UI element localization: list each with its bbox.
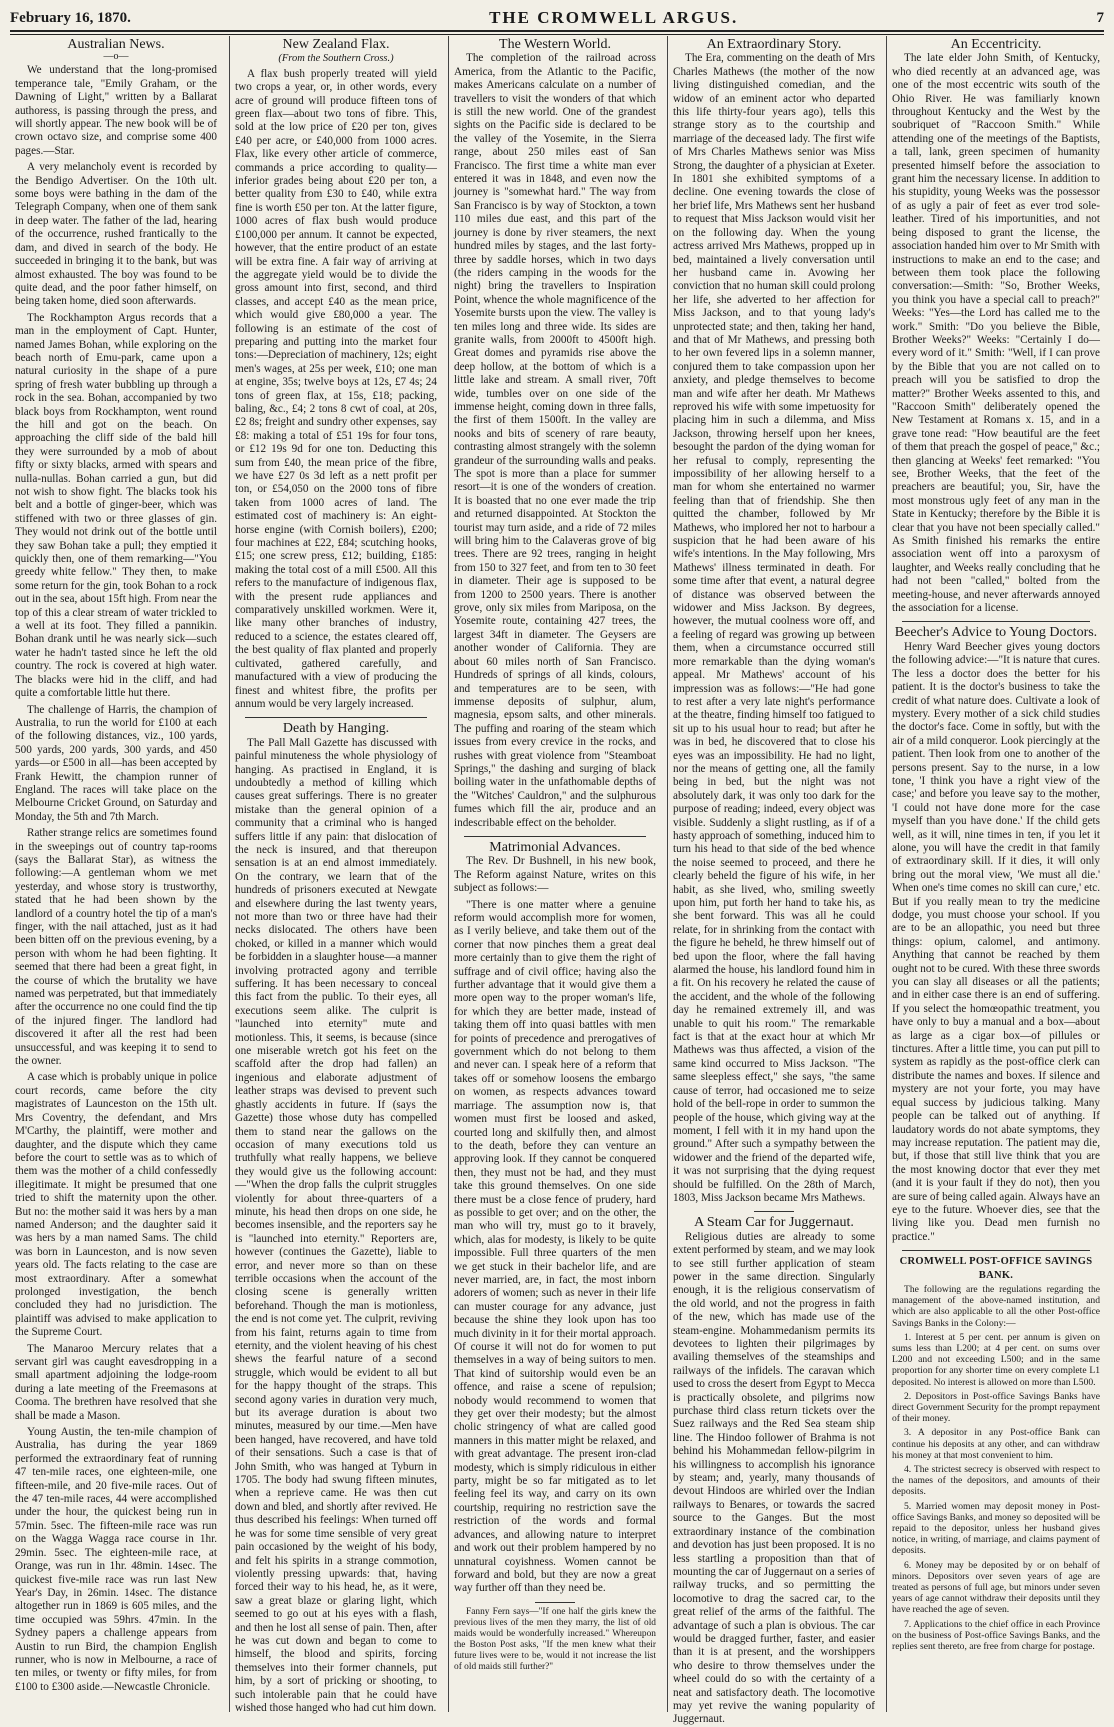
hanging-article-body bbox=[235, 737, 437, 1716]
article-paragraph: The late elder John Smith, of Kentucky, who died recently at an advanced age, was one of the most eccentric wits south of the Ohio River. He was familiarly known throughout Kentucky and the West by the soubriquet of "Raccoon Smith." While attending one of the meetings of the Baptists, a tall, lank, green specimen of humanity presented himself before the association to grant him the necessary license. In addition to his stupidity, young Weeks was the possessor of as ugly a pair of feet as ever trod sole-leather. Tired of his importunities, and not being disposed to grant the license, the association handed him over to Mr Smith with instructions to make an end to the case; and between them took place the following conversation:—Smith: "So, Brother Weeks, you think you have a special call to preach?" Weeks: "Yes—the Lord has called me to the work." Smith: "Do you believe the Bible, Brother Weeks?" Weeks: "Certainly I do—every word of it." Smith: "Well, if I can prove by the Bible that you are not called on to preach will you be satisfied to drop the matter?" Brother Weeks assented to this, and "Raccoon Smith" deliberately opened the New Testament at Romans x. 15, and in a grave tone read: "How beautiful are the feet of them that preach the gospel of peace," &c.; then glancing at Weeks' feet remarked: "You see, Brother Weeks, that the feet of the preachers are beautiful; you, Sir, have the most monstrous ugly feet of any man in the State in Kentucky; therefore by the Bible it is clear that you have not been specially called." As Smith finished his remarks the entire association went off into a paroxysm of laughter, and Weeks really concluding that he had not been "called," bolted from the meeting-house, and never afterwards annoyed the association for a license. bbox=[892, 52, 1100, 615]
regulation-item: 1. Interest at 5 per cent. per annum is given on sums less than L200; at 4 per cent. on sums over L200 and not exceeding L500; and in the same proportion for any shorter time on every complete L1 deposited. No interest is allowed on more than L500. bbox=[892, 1331, 1100, 1388]
section-divider bbox=[245, 717, 427, 718]
regulation-item: 2. Depositors in Post-office Savings Banks have direct Government Security for the prompt repayment of their money. bbox=[892, 1390, 1100, 1425]
savings-bank-intro: The following are the regulations regarding the management of the above-named institution, and which are also applicable to all the other Post-office Savings Banks in the Colony:— bbox=[892, 1283, 1100, 1329]
article-paragraph: Young Austin, the ten-mile champion of Australia, has during the year 1869 performed the extraordinary feat of running 47 ten-mile races, one eighteen-mile, one fifteen-mile, and 20 five-mile races. Out of the 47 ten-mile races, 44 were accomplished under the hour, the quickest being run in 57min. 5sec. The fifteen-mile race was run on the Wagga Wagga race course in 1hr. 29min. 5sec. The eighteen-mile race, at Orange, was run in 1hr. 48min. 14sec. The quickest five-mile race was run last New Year's Day, in 26min. 14sec. The distance altogether run in 1869 is 605 miles, and the time occupied was 59hrs. 47min. In the Sydney papers a challenge appears from Austin to run Bird, the champion English runner, who is now in Melbourne, a race of ten miles, or twenty or fifty miles, for from £100 to £300 aside.—Newcastle Chronicle. bbox=[15, 1426, 217, 1693]
column-4 bbox=[667, 36, 880, 1726]
savings-bank-rules bbox=[892, 1332, 1100, 1652]
page-number: 7 bbox=[1096, 9, 1104, 26]
column-1 bbox=[10, 36, 222, 1712]
regulation-item: 7. Applications to the chief office in each Province on the business of Post-office Savings Banks, and the replies sent thereto, are free from charge for postage. bbox=[892, 1618, 1100, 1653]
article-paragraph: The Rev. Dr Bushnell, in his new book, The Reform against Nature, writes on this subject as follows:— bbox=[454, 855, 656, 895]
column-3 bbox=[448, 36, 661, 1712]
beecher-advice-body bbox=[892, 641, 1100, 1244]
section-heading-australian-news: Australian News. bbox=[67, 37, 165, 52]
article-paragraph: A very melancholy event is recorded by the Bendigo Advertiser. On the 10th ult. some boys were bathing in the dam of the Telegraph Company, when one of them sank in deep water. The father of the lad, hearing of the occurrence, rushed frantically to the dam, and dived in search of the body. He succeeded in bringing it to the bank, but was almost exhausted. The boy was found to be quite dead, and the poor father himself, on being taken home, died soon afterwards. bbox=[15, 161, 217, 308]
regulation-item: 6. Money may be deposited by or on behalf of minors. Depositors over seven years of age are treated as persons of full age, but minors under seven years of age cannot withdraw their deposits until they have reached the age of seven. bbox=[892, 1559, 1100, 1616]
article-paragraph: The Manaroo Mercury relates that a servant girl was caught eavesdropping in a small apartment adjoining the lodge-room during a late meeting of the Freemasons at Cooma. The brethren have resolved that she shall be made a Mason. bbox=[15, 1342, 217, 1422]
masthead bbox=[10, 6, 1104, 32]
flax-article-body bbox=[235, 68, 437, 712]
matrimonial-article-body bbox=[454, 855, 656, 1595]
article-paragraph: The challenge of Harris, the champion of Australia, to run the world for £100 at each of the following distances, viz., 100 yards, 500 yards, 200 yards, 300 yards, and 450 yards—or £500 in all—has been accepted by Frank Hewitt, the champion runner of England. The races will take place on the Melbourne Cricket Ground, on Saturday and Monday, the 5th and 7th March. bbox=[15, 703, 217, 823]
section-divider bbox=[464, 836, 646, 837]
source-line: (From the Southern Cross.) bbox=[278, 53, 394, 65]
article-paragraph: The Era, commenting on the death of Mrs Charles Mathews (the mother of the now living distinguished comedian, and the widow of an eminent actor who departed this life thirty-four years ago), tells this strange story as to the courtship and marriage of the deceased lady. The first wife of Mrs Charles Mathews senior was Miss Strong, the daughter of a physician at Exeter. In 1801 she exhibited symptoms of a decline. One evening towards the close of her brief life, Mrs Mathews sent her husband to request that Miss Jackson would visit her on the following day. When the young actress arrived Mrs Mathews, propped up in bed, maintained a lively conversation until her husband came in. Avowing her conviction that no human skill could prolong her life, she adverted to her affection for Miss Jackson, and to that young lady's unprotected state; and then, taking her hand, and that of Mr Mathews, and pressing both to her own fevered lips in a solemn manner, conjured them to take compassion upon her anxiety, and pledge themselves to become man and wife after her death. Mr Mathews reproved his wife with some impetuosity for placing him in such a dilemma, and Miss Jackson, throwing herself upon her knees, besought the pardon of the dying woman for her refusal to comply, representing the impossibility of her allowing herself to a man for whom she entertained no warmer feeling than that of friendship. She then quitted the chamber, followed by Mr Mathews, who implored her not to harbour a suspicion that he had been aware of his wife's intentions. In the May following, Mrs Mathews' illness terminated in death. For some time after that event, a natural degree of distance was observed between the widower and Miss Jackson. By degrees, however, the mutual coolness wore off, and a feeling of regard was growing up between them, when a circumstance occurred still more remarkable than the dying woman's appeal. Mr Mathews' account of his impression was as follows:—"He had gone to rest after a very late night's performance at the theatre, finding himself too fatigued to sit up to his usual hour to read; but after he was in bed, he discovered that to close his eyes was an impossibility. He had no light, nor the means of getting one, all the family being in bed, but the night was not absolutely dark, it was only too dark for the purpose of reading; indeed, every object was visible. Suddenly a slight rustling, as if of a hasty approach of something, induced him to turn his head to that side of the bed whence the noise seemed to proceed, and there he clearly beheld the figure of his wife, in her habit, as she lived, who, smiling sweetly upon him, put forth her hand to take his, as she bent forward. This was all he could relate, for in shrinking from the contact with the figure he beheld, he threw himself out of bed upon the floor, where the fall having alarmed the house, his landlord found him in a fit. On his recovery he related the cause of the accident, and the whole of the following day he remained extremely ill, and was unable to quit his room." The remarkable fact is that at the exact hour at which Mr Mathews was thus affected, a vision of the same kind occurred to Miss Jackson. "The same sleepless effect," she says, "the same cause of terror, had occasioned me to seize hold of the bell-rope in order to summon the people of the house, which giving way at the moment, I fell with it in my hand upon the ground." After such a sympathy between the widower and the friend of the departed wife, it was not surprising that the dying request should be fulfilled. On the 28th of March, 1803, Miss Jackson became Mrs Mathews. bbox=[673, 52, 875, 1204]
regulation-item: 4. The strictest secrecy is observed with respect to the names of the depositors, and amounts of their deposits. bbox=[892, 1464, 1100, 1498]
short-divider bbox=[754, 1211, 794, 1212]
eccentricity-body bbox=[892, 52, 1100, 615]
section-heading-matrimonial-advances: Matrimonial Advances. bbox=[489, 839, 621, 855]
section-heading-eccentricity: An Eccentricity. bbox=[950, 37, 1042, 52]
australian-news-body bbox=[15, 64, 217, 1694]
regulation-item: 5. Married women may deposit money in Post-office Savings Banks, and money so deposited will be repaid to the depositor, unless her husband gives notice, in writing, of marriage, and claims payment of deposits. bbox=[892, 1500, 1100, 1557]
heading-dash: —o— bbox=[103, 51, 129, 63]
column-5 bbox=[886, 36, 1105, 1712]
section-heading-beecher-advice: Beecher's Advice to Young Doctors. bbox=[894, 625, 1098, 641]
extraordinary-story-body bbox=[673, 52, 875, 1205]
fanny-fern-paragraph: Fanny Fern says—"If one half the girls knew the previous lives of the men they marry, the list of old maids would be wonderfully increased." Whereupon the Boston Post asks, "If the men knew what their future lives were to be, would it not increase the list of old maids still further?" bbox=[454, 1606, 656, 1672]
article-paragraph: Religious duties are already to some extent performed by steam, and we may look to see still further application of steam power in the same direction. Singularly enough, it is the religious conservatism of the old world, and not the progress in faith of the new, which has made use of the steam-engine. Mohammedanism permits its devotees to lighten their pilgrimages by availing themselves of the steamships and railways of the infidels. The caravan which used to cross the desert from Egypt to Mecca is practically obsolete, and pilgrims now purchase third class return tickets over the Suez railways and the Red Sea steam ship line. The Hindoo follower of Brahma is not behind his Mohammedan fellow-pilgrim in his willingness to accomplish his ignorance by steam; and, yearly, many thousands of devout Hindoos are whirled over the Indian railways to Benares, or towards the sacred source to the Ganges. But the most extraordinary instance of the combination and devotion has just been proposed. It is no less startling a proposition than that of mounting the car of Juggernaut on a series of railway trucks, and so permitting the locomotive to drag the sacred car, to the great relief of the arms of the faithful. The advantage of such a plan is obvious. The car would be dragged further, faster, and easier than it is at present, and the worshippers who desire to throw themselves under the wheel could do so with the certainty of a neat and satisfactory death. The locomotive may yet revive the waning popularity of Juggernaut. bbox=[673, 1230, 875, 1726]
section-heading-savings-bank: CROMWELL POST-OFFICE SAVINGS BANK. bbox=[899, 1256, 1093, 1281]
article-paragraph: We understand that the long-promised temperance tale, "Emily Graham, or the Dawning of Light," written by a Ballarat authoress, is passing through the press, and will shortly appear. The new book will be of crown octavo size, and comprise some 400 pages.—Star. bbox=[15, 64, 217, 157]
column-2 bbox=[229, 36, 442, 1712]
section-divider bbox=[902, 621, 1090, 622]
regulation-item: 3. A depositor in any Post-office Bank can continue his deposits at any other, and can withdraw his money at that most convenient to him. bbox=[892, 1427, 1100, 1461]
article-paragraph: "There is one matter where a genuine reform would accomplish more for women, as I verily believe, and take them out of the corner that now pinches them a great deal more certainly than to give them the right of suffrage and of civil office; having also the further advantage that it would give them a more open way to the proper woman's life, for which they are better made, instead of taking them off into quasi battles with men for points of precedence and prerogatives of government which do not belong to them and never can. I speak here of a reform that takes off or somehow loosens the embargo on women, as respects advances toward marriage. The assumption now is, that women must first be loosed and asked, courted long and skilfully then, and almost to the death, before they can venture an approving look. If they cannot be conquered then, they must not be had, and they must take this ground themselves. On one side there must be a close fence of prudery, hard as possible to get over; and on the other, the man who will try, must go to it bravely, which, alas for modesty, is likely to be quite impossible. Full three quarters of the men we get stuck in their bachelor life, and are never married, are, in fact, the most inborn adorers of women; such as never in their life can muster courage for any advance, just because the shine they look upon has too much divinity in it for their mortal approach. Of course it will not do for women to put themselves in a way of being suitors to men. That kind of suitorship would even be an offence, and raise a scene of repulsion; nobody would recommend to women that they get over their modesty; but the almost cholic stringency of what are called good manners in this matter might be relaxed, and with great advantage. The present iron-clad modesty, which is simply ridiculous in either party, might be so far mitigated as to let feeling feel its way, and carry on its own courtship, requiring no restriction save the restriction of the words and formal advances, and allowing nature to interpret and work out their problem hampered by no unnatural coyishness. Women cannot be forward and bold, but they are now a great way further off than they need be. bbox=[454, 898, 656, 1595]
article-paragraph: The completion of the railroad across America, from the Atlantic to the Pacific, makes Americans calculate on a number of travellers to visit the wonders of that which is still the new world. One of the grandest sights on the Pacific side is declared to be the valley of the Yosemite, in the Sierra range, about 250 miles east of San Francisco. The first time a white man ever entered it was in 1848, and even now the journey is "somewhat hard." The way from San Francisco is by way of Stockton, a town 110 miles due east, and this part of the journey is done by river steamers, the next hundred miles by stages, and the last forty-three by saddle horses, which in two days (the riders camping in the woods for the night) bring the travellers to Inspiration Point, whence the whole magnificence of the Yosemite bursts upon the view. The valley is ten miles long and three wide. Its sides are granite walls, from 2000ft to 4500ft high. Great domes and pyramids rise above the deep hollow, at the bottom of which is a little lake and stream. A small river, 70ft wide, tumbles over on one side of the immense height, coming down in three falls, the first of them 1500ft. In the valley are nooks and bits of scenery of rare beauty, contrasting almost strangely with the solemn grandeur of the surrounding walls and peaks. The spot is more than a place for summer resort—it is one of the wonders of creation. It is boasted that no one ever made the trip and returned disappointed. At Stockton the tourist may turn aside, and a ride of 72 miles will bring him to the Calaveras grove of big trees. There are 92 trees, ranging in height from 150 to 327 feet, and from ten to 30 feet in diameter. Their age is supposed to be from 1200 to 2500 years. There is another grove, only six miles from Mariposa, on the Yosemite route, containing 427 trees, the largest 34ft in diameter. The Geysers are another wonder of California. They are about 60 miles north of San Francisco. Hundreds of springs of all kinds, colours, and temperatures are to be seen, with immense deposits of sulphur, alum, magnesia, epsom salts, and other minerals. The puffing and roaring of the steam which issues from every crevice in the rocks, and rushes with great violence from "Steamboat Springs," the dashing and surging of black boiling water in the unfathomable depths of the "Witches' Cauldron," and the sulphurous fumes which fill the air, produce and an indescribable effect on the beholder. bbox=[454, 52, 656, 829]
article-paragraph: Henry Ward Beecher gives young doctors the following advice:—"It is nature that cures. The less a doctor does the better for his patient. It is the doctor's business to take the credit of what nature does. Cultivate a look of mystery. Every mother of a sick child studies the doctor's face. Come in softly, but with the air of a mild conqueror. Look piercingly at the patient. Then look from one to another of the persons present. Say to the nurse, in a low tone, 'I think you have a right view of the case;' and before you leave say to the mother, 'I could not have done more for the case myself than you have done.' If the child gets well, as it will, nine times in ten, if you let it alone, you will have the credit in that family of extraordinary skill. If it dies, it will only bring out the moral view, 'We must all die.' When one's time comes no skill can cure,' etc. But if you really mean to try the medicine dodge, you must choose your school. If you are to be an allopathic, you need but three things: opium, calomel, and antimony. Anything that cannot be reached by them ought not to be cured. With these three swords you can slay all diseases or all the patients; and in either case there is an end of suffering. If you select the homœopathic treatment, you have only to buy a manual and a box—about as large as a cigar box—of pillules or tinctures. After a little time, you can put pill to system as rapidly as the post-office clerk can distribute the names and boxes. If silence and mystery are not your forte, you may have equal success by judicious talking. Many people can be talked out of anything. If laudatory words do not abate symptoms, they may increase reputation. The patient may die, but, if those that still live think that you are the most knowing doctor that ever they met (and it is your fault if they do not), then you are sure of being called again. Always have an eye to the future. Whoever dies, see that the living like you. Dead men furnish no practice." bbox=[892, 640, 1100, 1243]
issue-date: February 16, 1870. bbox=[10, 9, 131, 26]
article-paragraph: A case which is probably unique in police court records, came before the city magistrates of Launceston on the 15th ult. Mrs Coventry, the defendant, and Mrs M'Carthy, the plaintiff, were mother and daughter, and the dispute which they came before the court to settle was as to which of them was the mother of a child confessedly illegitimate. It might be presumed that one tried to shift the maternity upon the other. But no: the mother said it was hers by a man named Anderson; and the daughter said it was hers by a man named Sams. The child was born in Launceston, and is now seven years old. The facts relating to the case are most extraordinary. After a somewhat prolonged investigation, the bench concluded they had no jurisdiction. The plaintiff was advised to make application to the Supreme Court. bbox=[15, 1071, 217, 1339]
columns bbox=[10, 36, 1104, 1726]
article-paragraph: Rather strange relics are sometimes found in the sweepings out of country tap-rooms (says the Ballarat Star), as witness the following:—A gentleman whom we met yesterday, and whose story is trustworthy, stated that he had been shown by the landlord of a country hotel the tip of a man's finger, with the nail attached, just as it had been bitten off on the previous evening, by a person with whom he had been fighting. It seemed that there had been a great fight, in the course of which the brutality we have named was perpetrated, but that immediately after the occurrence no one could find the tip of the injured finger. The landlord had discovered it after all the rest had been unsuccessful, and was keeping it to send to the owner. bbox=[15, 827, 217, 1068]
section-divider bbox=[902, 1250, 1090, 1251]
article-paragraph: A flax bush properly treated will yield two crops a year, or, in other words, every acre of ground will produce fifteen tons of green flax—about two tons of fibre. This, sold at the low price of £20 per ton, gives £40 per acre, or £40,000 from 1000 acres. Flax, like every other article of commerce, commands a price according to quality—inferior grades being about £20 per ton, a better quality from £30 to £40, while extra fine is worth £50 per ton. At the latter figure, 1000 acres of flax bush would produce £100,000 per annum. It cannot be expected, however, that the entire product of an estate will be extra fine. A fair way of arriving at the aggregate yield would be to divide the gross amount into first, second, and third classes, and accept £40 as the mean price, which would give £80,000 a year. The following is an estimate of the cost of preparing and putting into the market four tons:—Depreciation of machinery, 12s; eight men's wages, at 25s per week, £10; one man at engine, 35s; twelve boys at 12s, £7 4s; 24 tons of green flax, at 15s, £18; packing, baling, &c., £4; 2 tons 8 cwt of coal, at 20s, £2 8s; freight and sundry other expenses, say £8: making a total of £51 19s for four tons, or £12 19s 9d for one ton. Deducting this sum from £40, the mean price of the fibre, we have £27 0s 3d left as a nett profit per ton, or £54,050 on the 2000 tons of fibre taken from 1000 acres of land. The estimated cost of machinery is: An eight-horse engine (with Cornish boilers), £200; four machines at £22, £84; scutching hooks, £15; one screw press, £12; building, £185: making the total cost of a mill £500. All this refers to the manufacture of indigenous flax, with the present rude appliances and comparatively unskilled workmen. Were it, like many other branches of industry, reduced to a science, the estates cleared off, the best quality of flax planted and properly cultivated, gathered carefully, and manufactured with a view of producing the finest and whitest fibre, the profits per annum would be very largely increased. bbox=[235, 67, 437, 710]
section-heading-new-zealand-flax: New Zealand Flax. bbox=[282, 37, 390, 52]
section-heading-steam-car: A Steam Car for Juggernaut. bbox=[694, 1215, 854, 1231]
masthead-rule bbox=[10, 34, 1104, 35]
section-heading-death-by-hanging: Death by Hanging. bbox=[282, 721, 390, 737]
article-paragraph: The Pall Mall Gazette has discussed with painful minuteness the whole physiology of hanging. As practised in England, it is undoubtedly a method of killing which causes great sufferings. There is no greater mistake than the general opinion of a community that a criminal who is hanged suffers little if any pain: that dislocation of the neck is insured, and that thereupon sensation is at an end almost immediately. On the contrary, we learn that of the hundreds of prisoners executed at Newgate and elsewhere during the last twenty years, not more than two or three have had their necks dislocated. The others have been choked, or killed in a manner which would be forbidden in a slaughter house—a manner involving protracted agony and terrible suffering. It has been necessary to conceal this fact from the public. To their eyes, all executions seem alike. The culprit is "launched into eternity" mute and motionless. This, it seems, is because (since one miserable wretch got his feet on the scaffold after the drop had fallen) an ingenious and elaborate adjustment of leather straps was devised to prevent such ghastly accidents in future. If (says the Gazette) those whose duty has compelled them to stand near the gallows on the occasion of many executions told us truthfully what really happens, we believe they would give us the following account:—"When the drop falls the culprit struggles violently for about three-quarters of a minute, his head then drops on one side, he becomes insensible, and the reporters say he is "launched into eternity." Reporters are, however (continues the Gazette), liable to error, and never more so than on these terrible occasions when the account of the closing scene is generally written beforehand. Though the man is motionless, the end is not come yet. The culprit, reviving from his faint, returns again to time from eternity, and the violent heaving of his chest shews the fearful nature of a second struggle, which would be evident to all but for the happy thought of the straps. This second agony varies in duration very much, but its average duration is about two minutes, measured by our time.—Men have been hanged, have recovered, and have told of their sensations. Such a case is that of John Smith, who was hanged at Tyburn in 1705. The body had swung fifteen minutes, when a reprieve came. He was then cut down and bled, and shortly after revived. He thus described his feelings: When turned off he was for some time sensible of very great pain occasioned by the weight of his body, and felt his spirits in a strange commotion, violently pressing upwards: that, having forced their way to his head, he, as it were, saw a great blaze or glaring light, which seemed to go out at his eyes with a flash, and then he lost all sense of pain. Then, after he was cut down and began to come to himself, the blood and spirits, forcing themselves into their former channels, put him, by a sort of pricking or shooting, to such intolerable pain that he could have wished those hanged who had cut him down. bbox=[235, 736, 437, 1714]
steam-car-body bbox=[673, 1231, 875, 1727]
article-paragraph: The Rockhampton Argus records that a man in the employment of Capt. Hunter, named James Bohan, while exploring on the beach north of Emu-park, came upon a natural curiosity in the shape of a pure spring of fresh water bubbling up through a rock in the sea. Bohan, accompanied by two black boys from Rockhampton, went round the hill and got on the beach. On approaching the cliff side of the bald hill they were surrounded by a mob of about fifty or sixty blacks, armed with spears and nulla-nullas. Bohan carried a gun, but did not wish to show fight. The blacks took his belt and a bottle of ginger-beer, which was stiffened with two or three glasses of gin. They would not drink out of the bottle until they saw Bohan take a pull; they emptied it quickly then, one of them remarking—"You greedy white fellow." They then, to make some return for the gin, took Bohan to a rock out in the sea, about 15ft high. From near the top of this a clear stream of water trickled to a well at its foot. They filled a pannikin. Bohan drank until he was nearly sick—such water he hadn't tasted since he left the old country. The rock is covered at high water. The blacks were hid in the cliff, and had quite a comfortable little hut there. bbox=[15, 311, 217, 700]
newspaper-title: THE CROMWELL ARGUS. bbox=[489, 8, 739, 27]
section-heading-western-world: The Western World. bbox=[499, 37, 611, 52]
section-heading-extraordinary-story: An Extraordinary Story. bbox=[706, 37, 842, 52]
short-divider bbox=[535, 1602, 575, 1603]
western-world-body bbox=[454, 52, 656, 830]
